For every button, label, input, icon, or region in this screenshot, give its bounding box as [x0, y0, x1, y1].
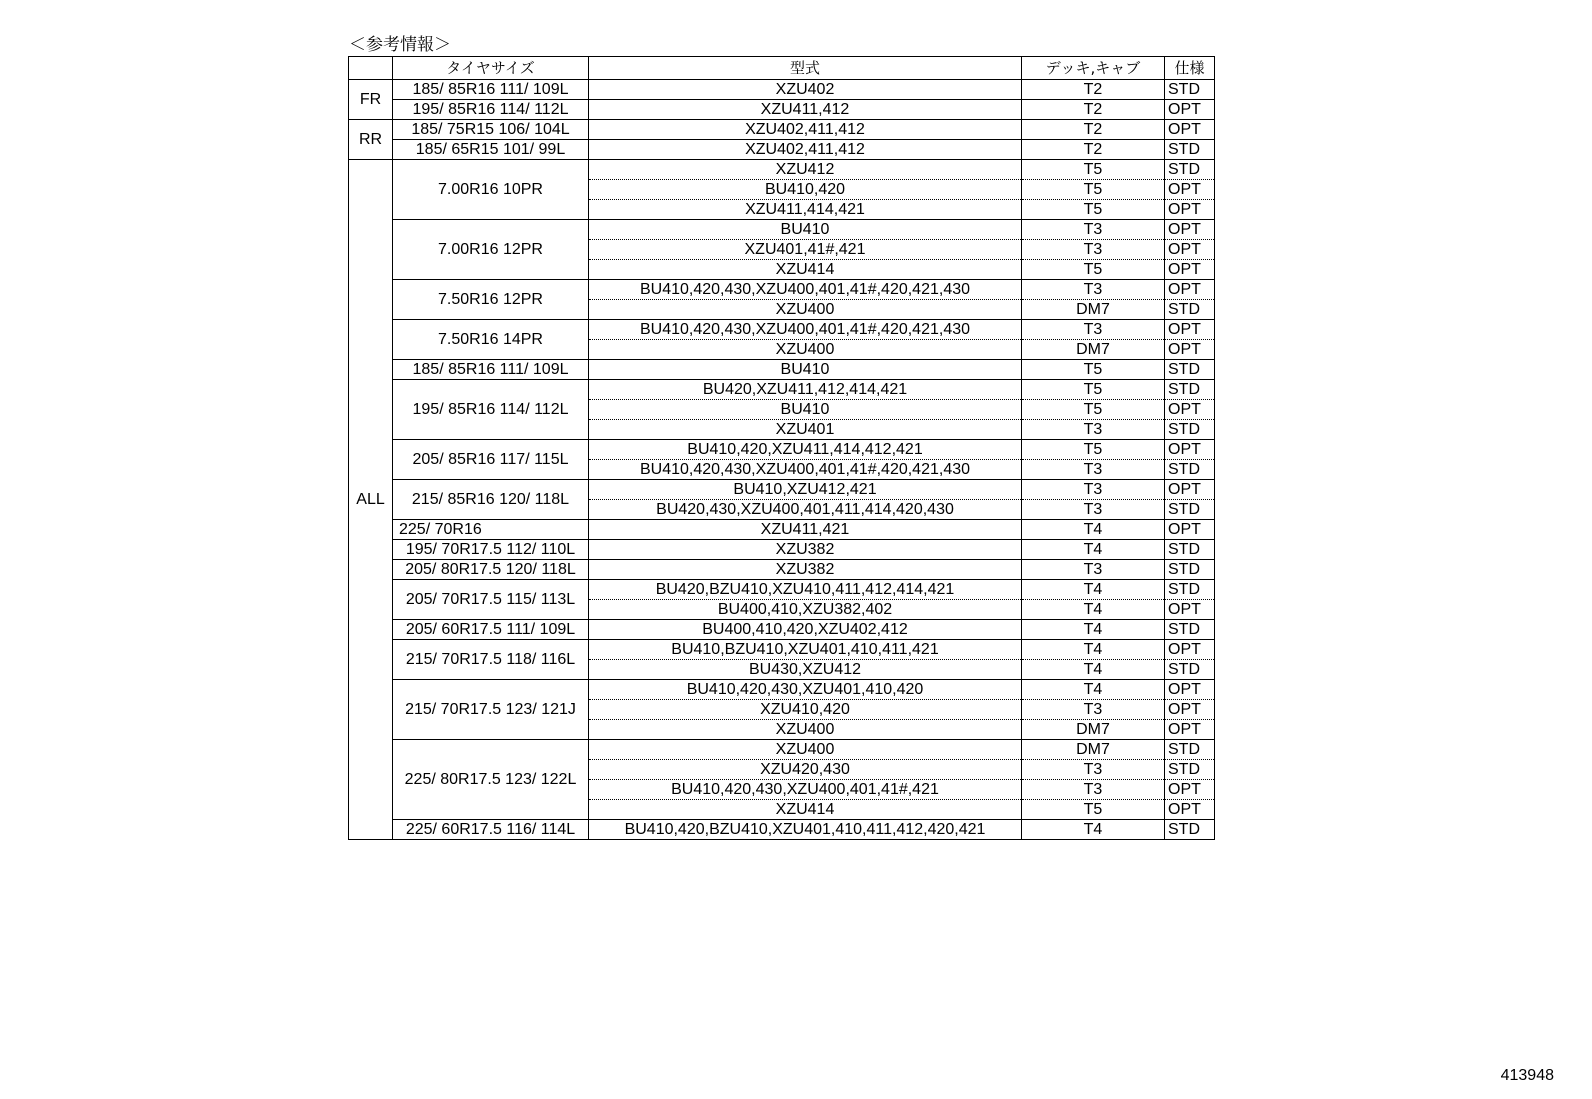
deck-cab-cell: T4 [1022, 600, 1165, 620]
model-cell: XZU411,412 [589, 100, 1022, 120]
deck-cab-cell: T3 [1022, 700, 1165, 720]
table-row [349, 560, 1215, 580]
model-cell: BU420,BZU410,XZU410,411,412,414,421 [589, 580, 1022, 600]
deck-cab-cell: DM7 [1022, 740, 1165, 760]
model-cell: BU410,XZU412,421 [589, 480, 1022, 500]
table-row [349, 100, 1215, 120]
tire-size-cell: 7.50R16 14PR [393, 320, 589, 360]
tire-size-cell: 215/ 70R17.5 118/ 116L [393, 640, 589, 680]
tire-size-cell: 185/ 65R15 101/ 99L [393, 140, 589, 160]
spec-cell: OPT [1165, 720, 1215, 740]
model-cell: XZU401,41#,421 [589, 240, 1022, 260]
model-cell: BU410 [589, 360, 1022, 380]
spec-cell: STD [1165, 360, 1215, 380]
deck-cab-cell: T4 [1022, 680, 1165, 700]
table-row [349, 520, 1215, 540]
spec-cell: OPT [1165, 440, 1215, 460]
spec-cell: STD [1165, 140, 1215, 160]
model-cell: BU400,410,420,XZU402,412 [589, 620, 1022, 640]
model-cell: XZU414 [589, 260, 1022, 280]
model-cell: XZU382 [589, 540, 1022, 560]
spec-cell: OPT [1165, 640, 1215, 660]
table-row [349, 620, 1215, 640]
deck-cab-cell: T4 [1022, 660, 1165, 680]
model-cell: BU410,420,430,XZU400,401,41#,420,421,430 [589, 280, 1022, 300]
table-row [349, 140, 1215, 160]
spec-cell: OPT [1165, 780, 1215, 800]
spec-cell: OPT [1165, 520, 1215, 540]
model-cell: XZU411,421 [589, 520, 1022, 540]
deck-cab-cell: T5 [1022, 440, 1165, 460]
spec-cell: OPT [1165, 200, 1215, 220]
deck-cab-cell: T4 [1022, 820, 1165, 840]
model-cell: XZU420,430 [589, 760, 1022, 780]
spec-cell: STD [1165, 300, 1215, 320]
header-model: 型式 [589, 57, 1022, 80]
table-row [349, 640, 1215, 660]
category-cell: ALL [349, 160, 393, 840]
spec-cell: OPT [1165, 680, 1215, 700]
tire-size-cell: 7.00R16 10PR [393, 160, 589, 220]
spec-cell: OPT [1165, 220, 1215, 240]
deck-cab-cell: T2 [1022, 100, 1165, 120]
category-cell: FR [349, 80, 393, 120]
table-row [349, 320, 1215, 340]
tire-size-cell: 7.00R16 12PR [393, 220, 589, 280]
tire-size-cell: 185/ 85R16 111/ 109L [393, 80, 589, 100]
deck-cab-cell: T4 [1022, 580, 1165, 600]
model-cell: XZU402,411,412 [589, 120, 1022, 140]
spec-cell: STD [1165, 460, 1215, 480]
deck-cab-cell: DM7 [1022, 300, 1165, 320]
model-cell: BU410,420 [589, 180, 1022, 200]
spec-cell: STD [1165, 420, 1215, 440]
deck-cab-cell: T2 [1022, 120, 1165, 140]
tire-size-cell: 7.50R16 12PR [393, 280, 589, 320]
spec-cell: STD [1165, 820, 1215, 840]
tire-size-cell: 195/ 85R16 114/ 112L [393, 100, 589, 120]
header-spec: 仕様 [1165, 57, 1215, 80]
table-row [349, 280, 1215, 300]
deck-cab-cell: T5 [1022, 180, 1165, 200]
model-cell: XZU411,414,421 [589, 200, 1022, 220]
deck-cab-cell: T3 [1022, 480, 1165, 500]
spec-cell: STD [1165, 500, 1215, 520]
spec-cell: STD [1165, 380, 1215, 400]
deck-cab-cell: T4 [1022, 620, 1165, 640]
deck-cab-cell: T2 [1022, 80, 1165, 100]
table-row [349, 580, 1215, 600]
spec-cell: STD [1165, 580, 1215, 600]
deck-cab-cell: T5 [1022, 160, 1165, 180]
spec-cell: STD [1165, 560, 1215, 580]
model-cell: XZU400 [589, 740, 1022, 760]
header-deck-cab: デッキ,キャブ [1022, 57, 1165, 80]
tire-size-cell: 225/ 80R17.5 123/ 122L [393, 740, 589, 820]
model-cell: XZU402,411,412 [589, 140, 1022, 160]
model-cell: BU410,420,430,XZU400,401,41#,420,421,430 [589, 460, 1022, 480]
deck-cab-cell: T5 [1022, 260, 1165, 280]
spec-cell: OPT [1165, 600, 1215, 620]
model-cell: BU410,420,430,XZU400,401,41#,421 [589, 780, 1022, 800]
spec-cell: STD [1165, 620, 1215, 640]
tire-size-cell: 205/ 60R17.5 111/ 109L [393, 620, 589, 640]
table-row [349, 80, 1215, 100]
model-cell: BU430,XZU412 [589, 660, 1022, 680]
spec-cell: OPT [1165, 480, 1215, 500]
spec-cell: STD [1165, 660, 1215, 680]
model-cell: XZU402 [589, 80, 1022, 100]
deck-cab-cell: T3 [1022, 460, 1165, 480]
deck-cab-cell: T5 [1022, 400, 1165, 420]
model-cell: XZU382 [589, 560, 1022, 580]
table-row [349, 220, 1215, 240]
spec-cell: STD [1165, 760, 1215, 780]
table-row [349, 120, 1215, 140]
deck-cab-cell: DM7 [1022, 340, 1165, 360]
deck-cab-cell: T4 [1022, 520, 1165, 540]
header-tire-size: タイヤサイズ [393, 57, 589, 80]
table-row [349, 380, 1215, 400]
model-cell: XZU401 [589, 420, 1022, 440]
category-cell: RR [349, 120, 393, 160]
table-body [349, 80, 1215, 840]
deck-cab-cell: T5 [1022, 380, 1165, 400]
tire-size-cell: 195/ 70R17.5 112/ 110L [393, 540, 589, 560]
tire-size-cell: 205/ 70R17.5 115/ 113L [393, 580, 589, 620]
model-cell: BU410,420,430,XZU400,401,41#,420,421,430 [589, 320, 1022, 340]
model-cell: XZU400 [589, 300, 1022, 320]
deck-cab-cell: T5 [1022, 200, 1165, 220]
tire-size-cell: 205/ 80R17.5 120/ 118L [393, 560, 589, 580]
spec-cell: STD [1165, 740, 1215, 760]
deck-cab-cell: T3 [1022, 500, 1165, 520]
tire-size-cell: 185/ 85R16 111/ 109L [393, 360, 589, 380]
spec-cell: OPT [1165, 340, 1215, 360]
tire-size-cell: 195/ 85R16 114/ 112L [393, 380, 589, 440]
table-row [349, 160, 1215, 180]
model-cell: BU420,430,XZU400,401,411,414,420,430 [589, 500, 1022, 520]
table-row [349, 440, 1215, 460]
deck-cab-cell: T3 [1022, 560, 1165, 580]
table-header-row [349, 57, 1215, 80]
spec-cell: OPT [1165, 700, 1215, 720]
table-row [349, 480, 1215, 500]
tire-size-table [348, 56, 1215, 840]
deck-cab-cell: T3 [1022, 760, 1165, 780]
spec-cell: OPT [1165, 240, 1215, 260]
spec-cell: STD [1165, 540, 1215, 560]
model-cell: BU400,410,XZU382,402 [589, 600, 1022, 620]
table-row [349, 540, 1215, 560]
spec-cell: OPT [1165, 260, 1215, 280]
deck-cab-cell: DM7 [1022, 720, 1165, 740]
spec-cell: OPT [1165, 320, 1215, 340]
section-title: ＜参考情報＞ [349, 35, 451, 55]
model-cell: XZU400 [589, 340, 1022, 360]
deck-cab-cell: T3 [1022, 780, 1165, 800]
deck-cab-cell: T3 [1022, 280, 1165, 300]
model-cell: BU410,420,430,XZU401,410,420 [589, 680, 1022, 700]
tire-size-cell: 225/ 70R16 [393, 520, 589, 540]
spec-cell: OPT [1165, 180, 1215, 200]
model-cell: BU420,XZU411,412,414,421 [589, 380, 1022, 400]
deck-cab-cell: T3 [1022, 220, 1165, 240]
tire-size-cell: 205/ 85R16 117/ 115L [393, 440, 589, 480]
deck-cab-cell: T3 [1022, 240, 1165, 260]
spec-cell: OPT [1165, 280, 1215, 300]
deck-cab-cell: T2 [1022, 140, 1165, 160]
table-row [349, 680, 1215, 700]
table-row [349, 820, 1215, 840]
table-row [349, 740, 1215, 760]
model-cell: BU410 [589, 400, 1022, 420]
deck-cab-cell: T4 [1022, 640, 1165, 660]
deck-cab-cell: T3 [1022, 420, 1165, 440]
model-cell: XZU400 [589, 720, 1022, 740]
model-cell: XZU410,420 [589, 700, 1022, 720]
tire-size-cell: 185/ 75R15 106/ 104L [393, 120, 589, 140]
header-category [349, 57, 393, 80]
model-cell: BU410,420,BZU410,XZU401,410,411,412,420,421 [589, 820, 1022, 840]
deck-cab-cell: T5 [1022, 800, 1165, 820]
spec-cell: STD [1165, 160, 1215, 180]
tire-size-cell: 215/ 70R17.5 123/ 121J [393, 680, 589, 740]
figure-id: 413948 [1500, 1067, 1554, 1084]
model-cell: BU410 [589, 220, 1022, 240]
tire-size-cell: 225/ 60R17.5 116/ 114L [393, 820, 589, 840]
spec-cell: OPT [1165, 400, 1215, 420]
model-cell: BU410,BZU410,XZU401,410,411,421 [589, 640, 1022, 660]
deck-cab-cell: T3 [1022, 320, 1165, 340]
spec-cell: OPT [1165, 100, 1215, 120]
deck-cab-cell: T4 [1022, 540, 1165, 560]
model-cell: XZU414 [589, 800, 1022, 820]
deck-cab-cell: T5 [1022, 360, 1165, 380]
spec-cell: OPT [1165, 800, 1215, 820]
model-cell: BU410,420,XZU411,414,412,421 [589, 440, 1022, 460]
spec-cell: OPT [1165, 120, 1215, 140]
tire-size-cell: 215/ 85R16 120/ 118L [393, 480, 589, 520]
model-cell: XZU412 [589, 160, 1022, 180]
spec-cell: STD [1165, 80, 1215, 100]
table-row [349, 360, 1215, 380]
